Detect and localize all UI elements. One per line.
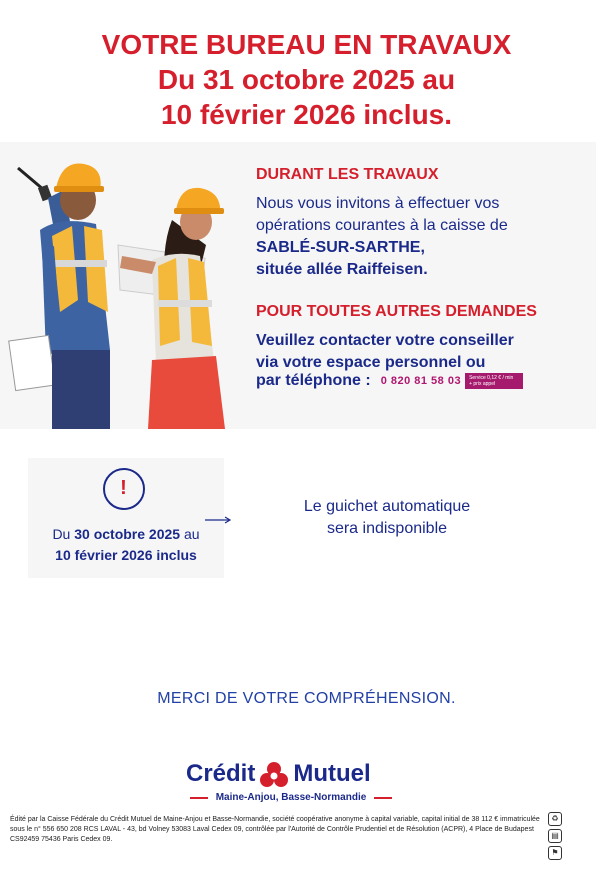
recycle-icon: ♻	[548, 812, 562, 826]
phone-row	[256, 372, 523, 390]
alert-suffix: au	[180, 526, 200, 542]
divider	[190, 797, 208, 799]
autres-line-1: Veuillez contacter votre conseiller	[256, 332, 514, 349]
construction-workers-illustration	[0, 150, 225, 429]
durant-text	[256, 193, 596, 281]
credit-mutuel-logo	[186, 758, 371, 790]
alert-start-date: 30 octobre 2025	[74, 526, 181, 542]
phone-label: par téléphone :	[256, 372, 371, 389]
autres-line-2: via votre espace personnel ou	[256, 354, 486, 371]
logo-symbol-icon	[258, 760, 290, 788]
guichet-message	[262, 496, 512, 540]
logo-subtitle-row	[186, 792, 396, 803]
guichet-line-1: Le guichet automatique	[303, 498, 471, 515]
badge-line-2: + prix appel	[469, 381, 496, 387]
logo-word-mutuel: Mutuel	[293, 760, 371, 787]
page-title-line-2: Du 31 octobre 2025 au	[157, 64, 456, 95]
badge-line-1: Service 0,12 € / min	[469, 375, 514, 381]
alert-dates-line-1	[28, 524, 224, 545]
page-title-line-3: 10 février 2026 inclus.	[160, 99, 453, 130]
alert-dates	[28, 524, 224, 566]
thanks-message: MERCI DE VOTRE COMPRÉHENSION.	[157, 690, 456, 707]
recycling-pictograms	[548, 812, 562, 863]
logo-word-credit: Crédit	[186, 760, 256, 787]
triman-icon: ⚑	[548, 846, 562, 860]
legal-notice: Édité par la Caisse Fédérale du Crédit Mutuel de Maine-Anjou et Basse-Normandie, société coopérative anonyme à capital variable, capital initial de 38 112 € immatriculée sous le n° 556 650 208 RCS LAVAL - 43, bd Volney 53083 Laval Cedex 09, contrôlée par l'Autorité de Contrôle Prudentiel et de Résolution (ACPR), 4 Place de Budapest CS92459 75436 Paris Cedex 09.	[10, 816, 540, 843]
autres-text	[256, 330, 596, 374]
exclamation-icon: !	[120, 477, 127, 499]
page-title-line-1: VOTRE BUREAU EN TRAVAUX	[101, 29, 512, 60]
durant-location-2: située allée Raiffeisen.	[256, 261, 428, 278]
paper-sort-icon: ▤	[548, 829, 562, 843]
durant-line-2: opérations courantes à la caisse de	[256, 217, 508, 234]
divider	[374, 797, 392, 799]
alert-prefix: Du	[52, 526, 75, 542]
arrow-right-icon	[203, 514, 233, 526]
durant-line-1: Nous vous invitons à effectuer vos	[256, 195, 500, 212]
exclamation-circle-icon	[103, 468, 145, 510]
guichet-line-2: sera indisponible	[326, 520, 448, 537]
phone-number[interactable]: 0 820 81 58 03	[380, 375, 462, 387]
durant-heading: DURANT LES TRAVAUX	[256, 166, 439, 183]
alert-dates-line-2: 10 février 2026 inclus	[55, 547, 197, 563]
logo-subtitle: Maine-Anjou, Basse-Normandie	[215, 792, 367, 803]
autres-heading: POUR TOUTES AUTRES DEMANDES	[256, 303, 537, 320]
phone-price-badge	[465, 373, 523, 389]
durant-location-1: SABLÉ-SUR-SARTHE,	[256, 239, 425, 256]
